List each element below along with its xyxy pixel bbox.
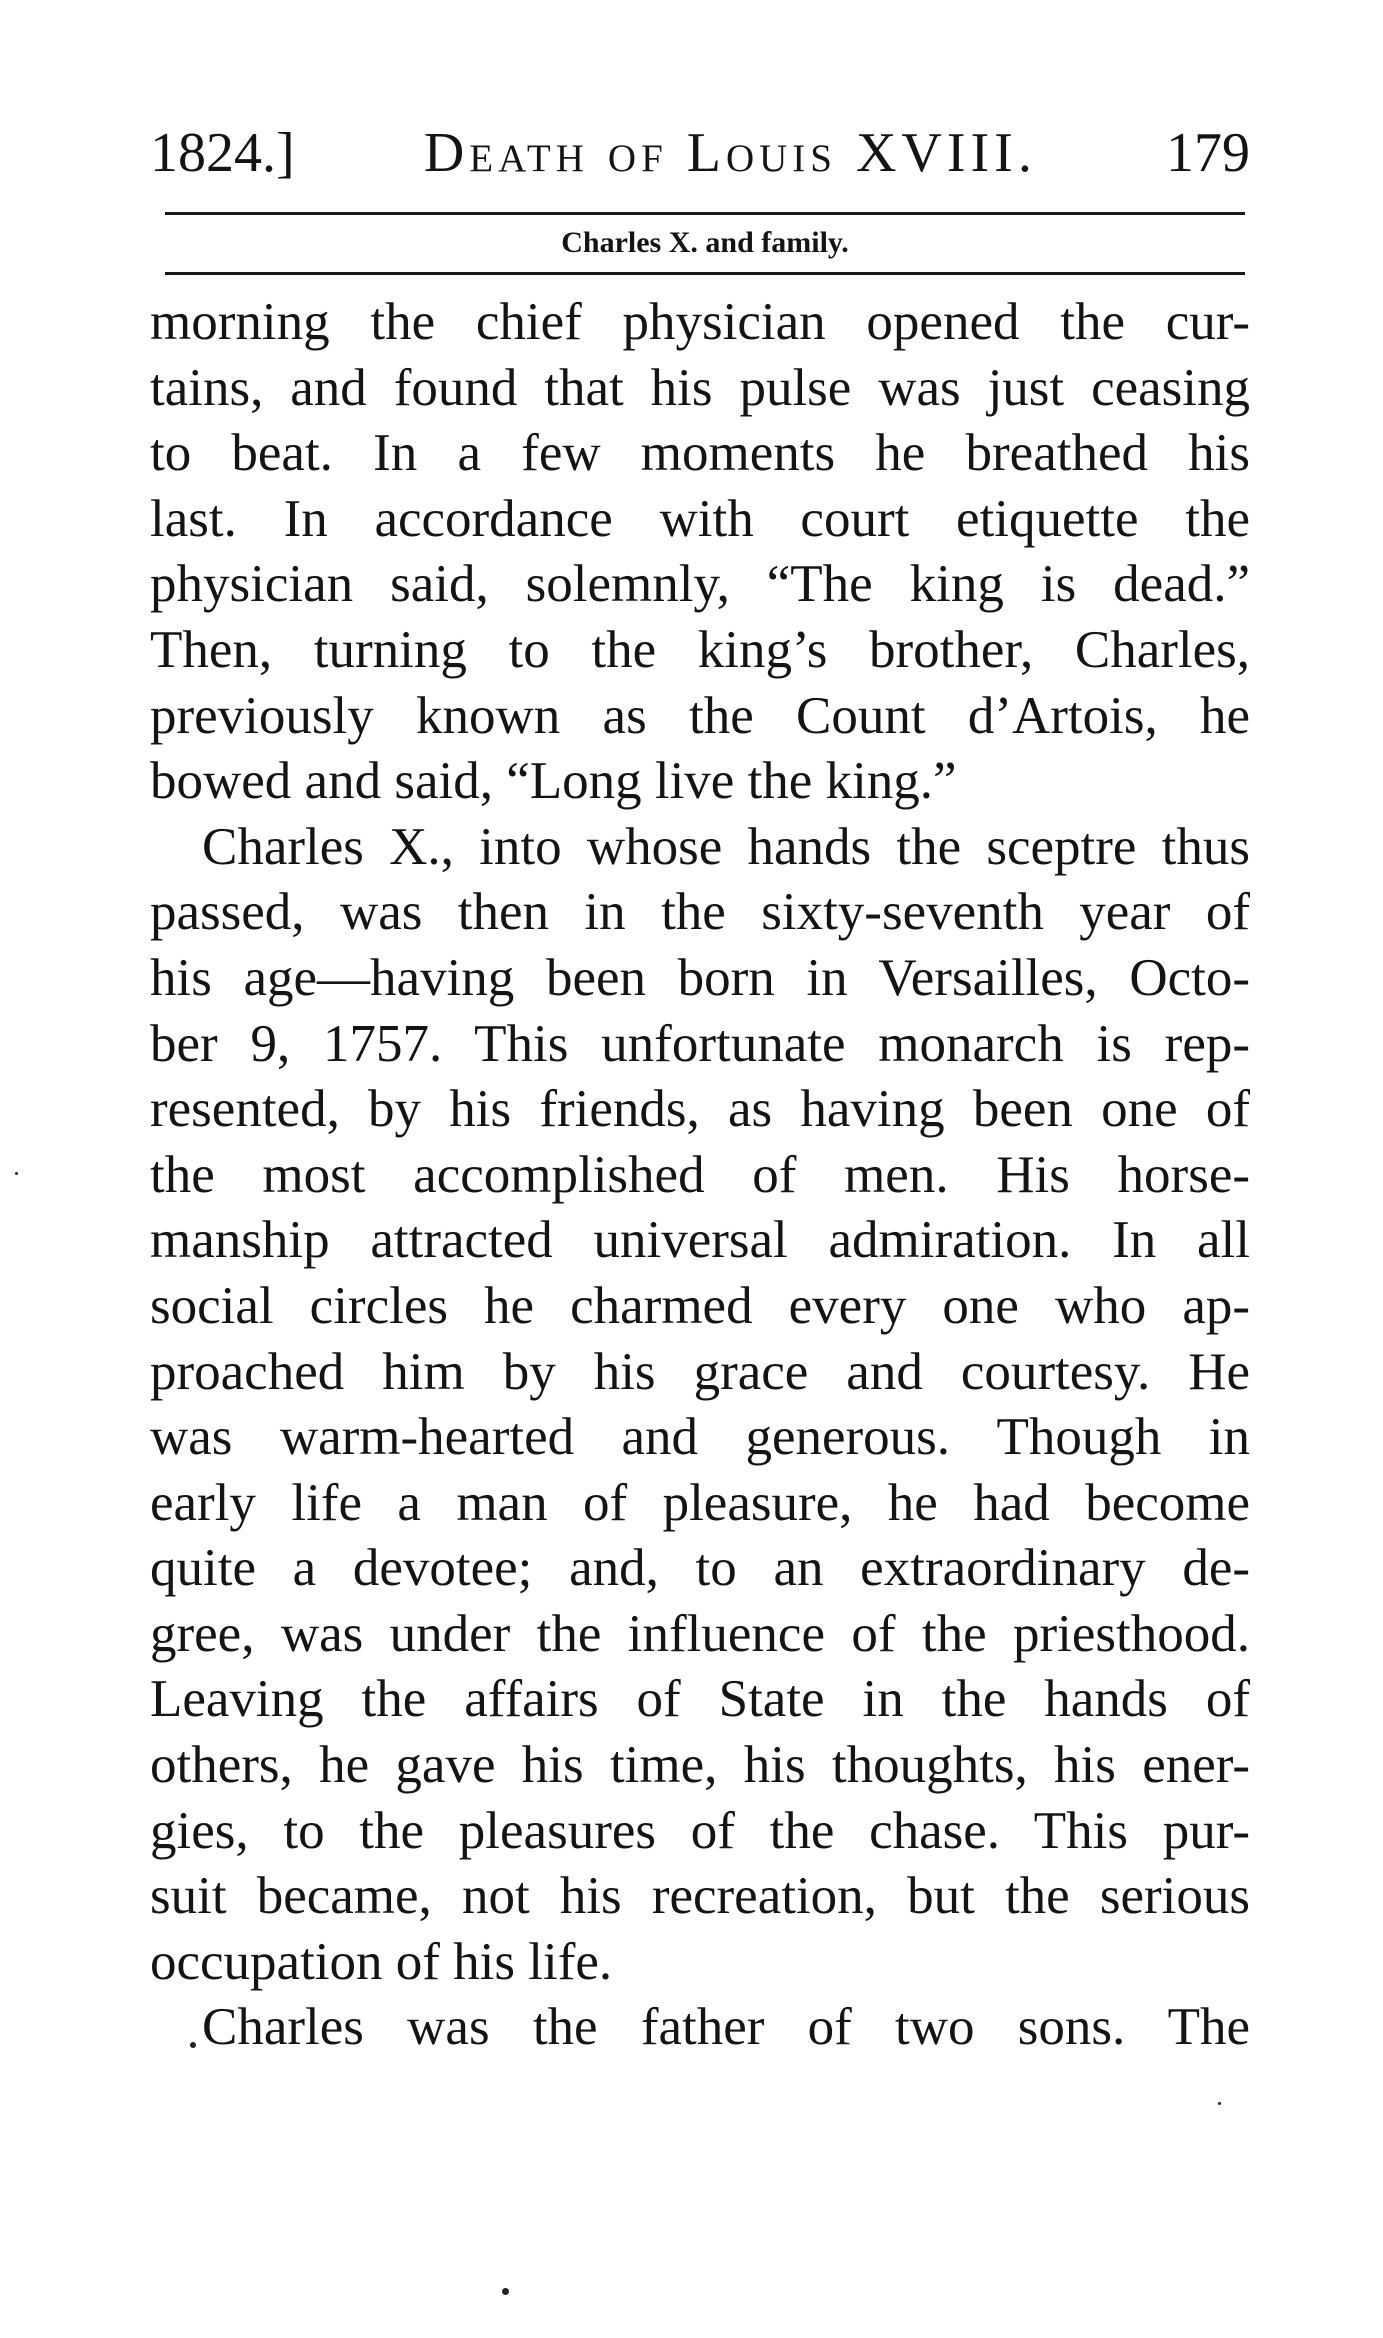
text-line: others, he gave his time, his thoughts, his ener- xyxy=(150,1736,1250,1795)
text-line: Leaving the affairs of State in the hands of xyxy=(150,1670,1250,1729)
text-line: Charles X., into whose hands the sceptre thus xyxy=(202,817,1250,876)
running-head xyxy=(150,118,1250,188)
scan-speck xyxy=(15,1172,18,1175)
text-line: quite a devotee; and, to an extraordinary de- xyxy=(150,1539,1250,1598)
text-line: occupation of his life. xyxy=(150,1932,613,1991)
section-subheading: Charles X. and family. xyxy=(561,226,849,259)
page-number: 179 xyxy=(1166,122,1250,184)
text-line: suit became, not his recreation, but the serious xyxy=(150,1867,1250,1926)
text-line: his age—having been born in Versailles, Octo- xyxy=(150,948,1250,1007)
header-rule-bottom xyxy=(165,272,1245,275)
body-text xyxy=(150,290,1250,2061)
text-line: bowed and said, “Long live the king.” xyxy=(150,752,957,811)
text-line: to beat. In a few moments he breathed his xyxy=(150,424,1250,483)
text-line: morning the chief physician opened the cur- xyxy=(150,293,1250,351)
text-line: Charles was the father of two sons. The xyxy=(202,1998,1250,2057)
scan-speck xyxy=(502,2288,509,2295)
text-line: ber 9, 1757. This unfortunate monarch is rep- xyxy=(150,1014,1250,1073)
text-line: previously known as the Count d’Artois, he xyxy=(150,686,1250,745)
running-head-title: Death of Louis XVIII. xyxy=(423,122,1037,184)
text-line: resented, by his friends, as having been one of xyxy=(150,1080,1250,1139)
text-line: proached him by his grace and courtesy. He xyxy=(150,1342,1250,1401)
text-line: was warm-hearted and generous. Though in xyxy=(150,1408,1250,1467)
text-line: physician said, solemnly, “The king is dead.” xyxy=(150,555,1250,614)
text-line: gies, to the pleasures of the chase. This pur- xyxy=(150,1801,1250,1860)
scan-speck xyxy=(190,2042,196,2048)
text-line: passed, was then in the sixty-seventh year of xyxy=(150,883,1250,942)
text-line: gree, was under the influence of the priesthood. xyxy=(150,1604,1250,1663)
scan-speck xyxy=(1218,2102,1221,2105)
text-line: manship attracted universal admiration. In all xyxy=(150,1211,1250,1270)
text-line: the most accomplished of men. His horse- xyxy=(150,1145,1250,1204)
text-line: tains, and found that his pulse was just ceasing xyxy=(150,358,1250,417)
running-head-year: 1824.] xyxy=(150,122,295,184)
header-rule-top xyxy=(165,212,1245,215)
text-line: last. In accordance with court etiquette the xyxy=(150,489,1250,548)
text-line: social circles he charmed every one who ap- xyxy=(150,1276,1250,1335)
text-line: Then, turning to the king’s brother, Charles, xyxy=(150,620,1250,679)
text-line: early life a man of pleasure, he had become xyxy=(150,1473,1250,1532)
